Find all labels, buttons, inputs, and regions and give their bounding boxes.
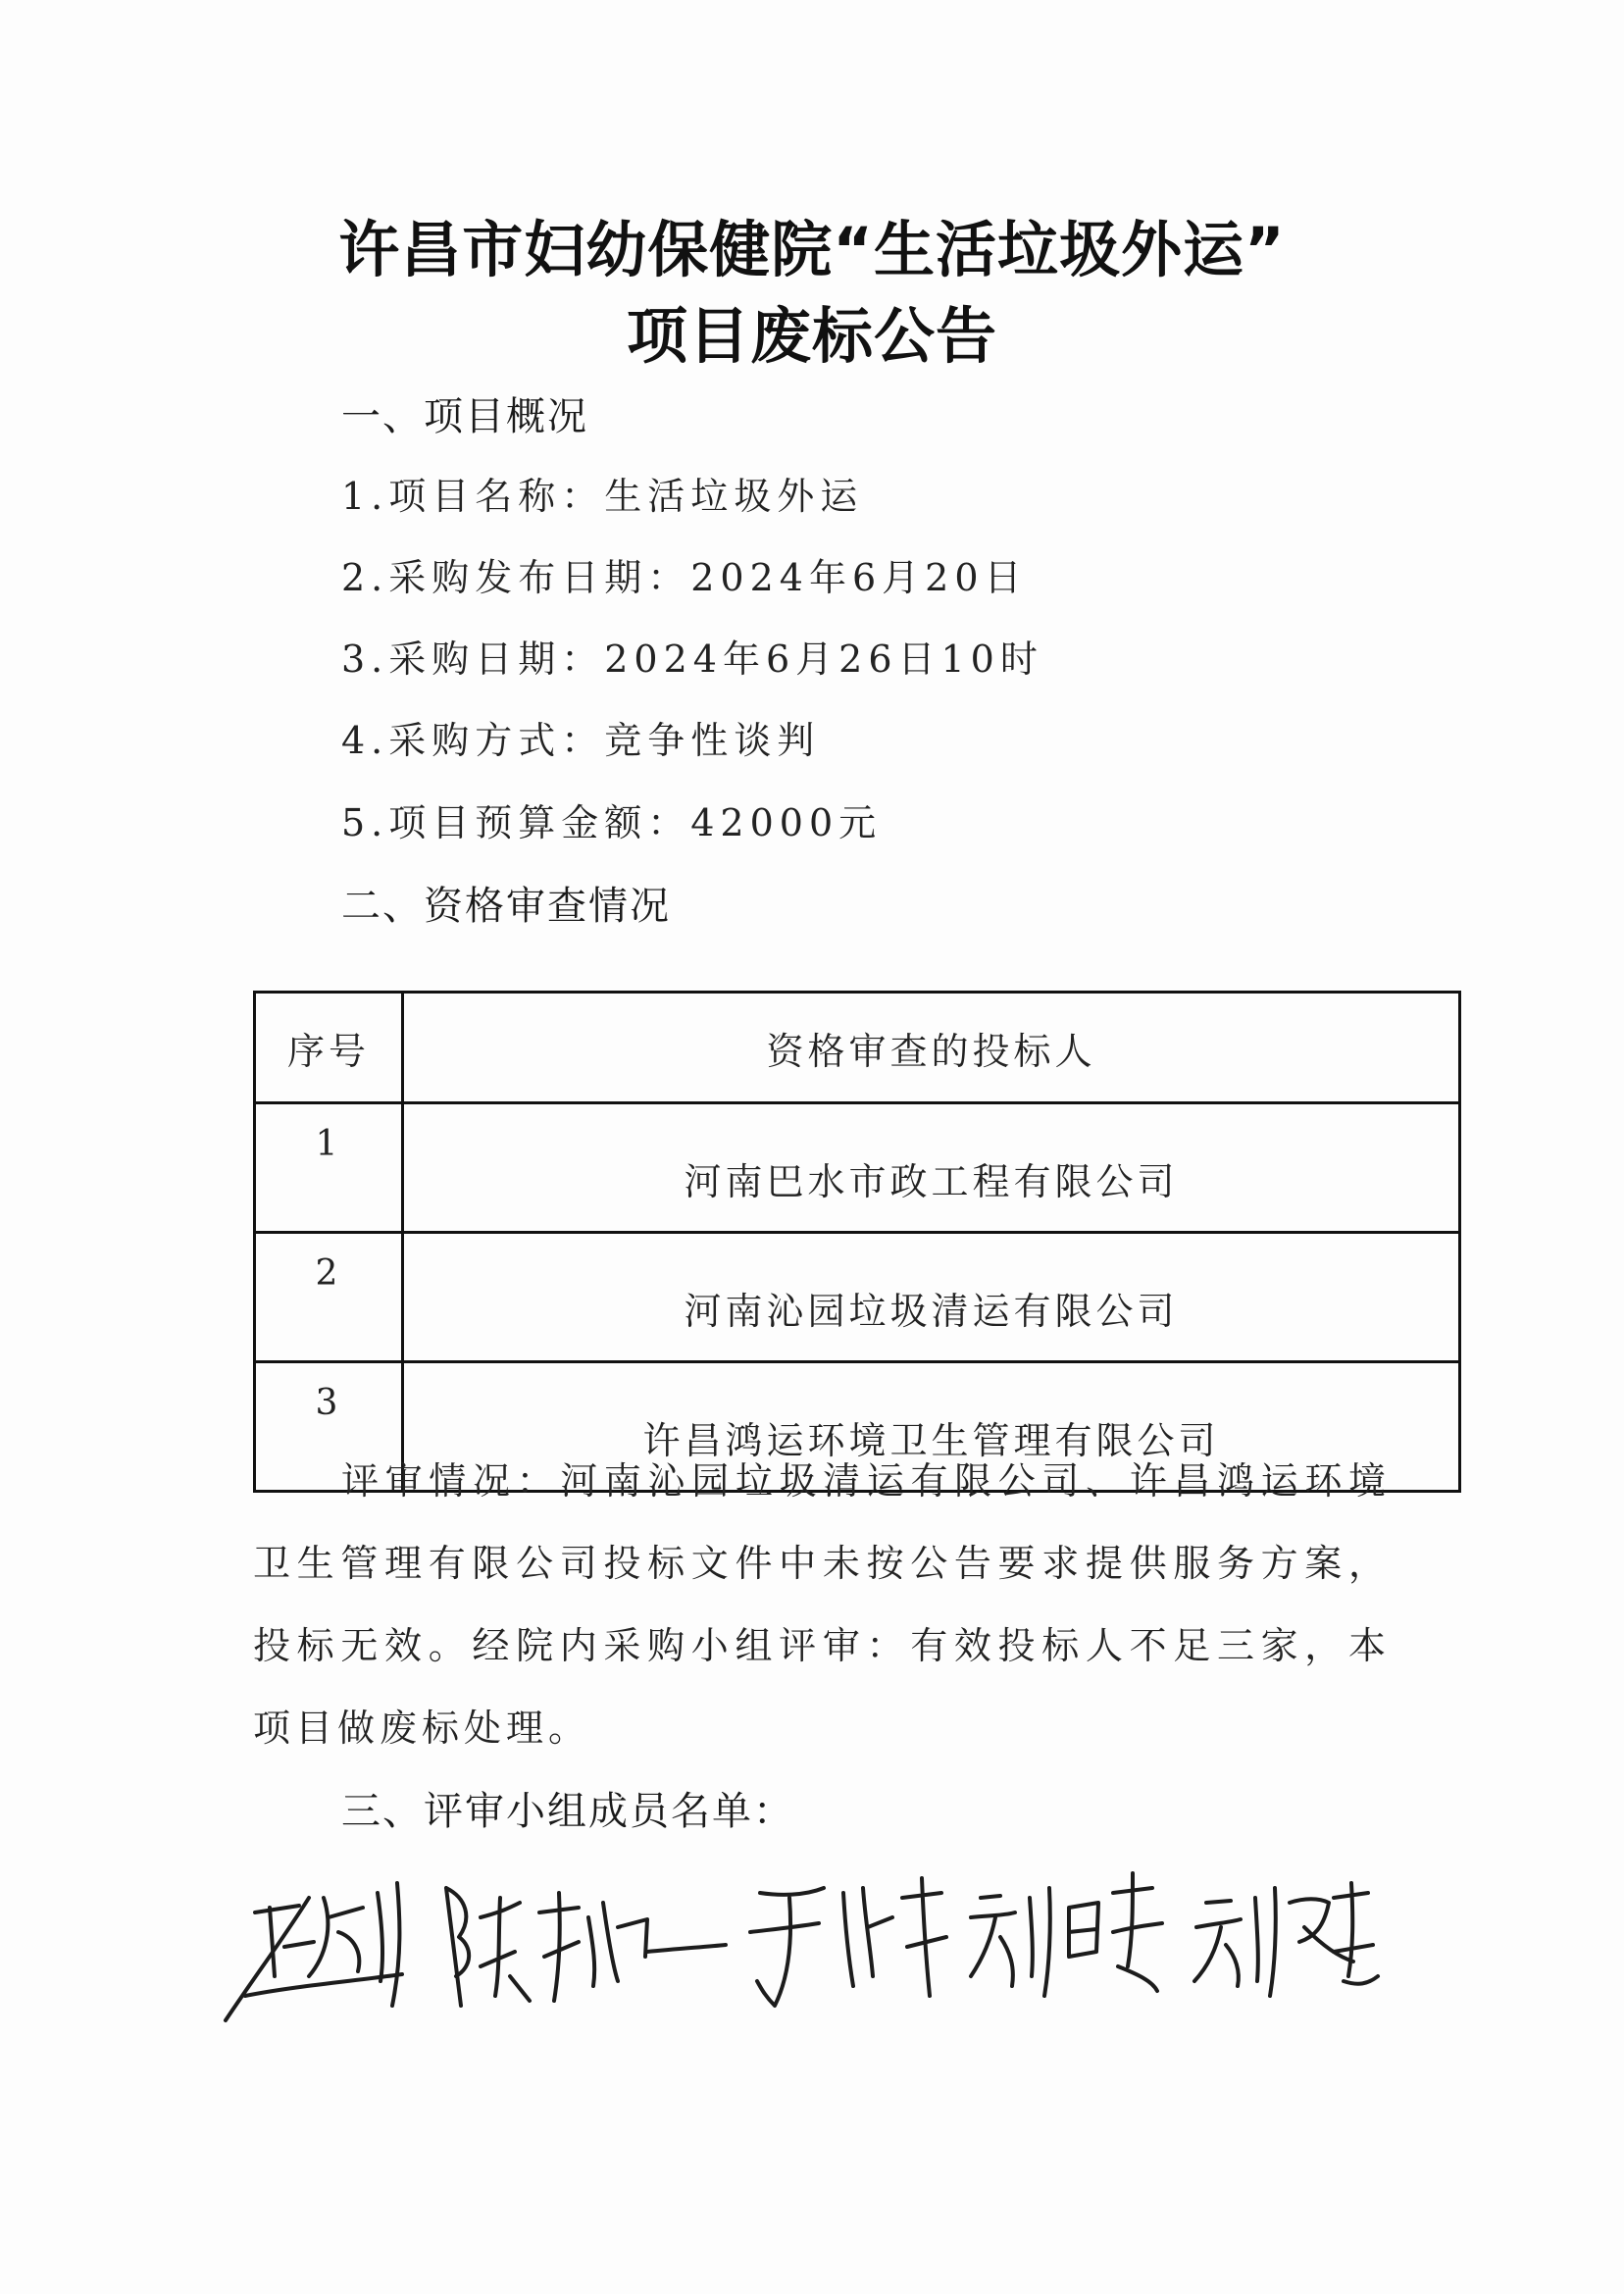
section-heading-overview: 一、项目概况 <box>341 394 588 439</box>
table-row <box>255 1103 1460 1233</box>
item-project-name: 1.项目名称：生活垃圾外运 <box>341 475 864 518</box>
item-publish-date: 2.采购发布日期：2024年6月20日 <box>341 556 1028 599</box>
item-procurement-date: 3.采购日期：2024年6月26日10时 <box>341 637 1043 681</box>
signature-5 <box>1194 1883 1378 1996</box>
item-procurement-method: 4.采购方式：竞争性谈判 <box>341 719 821 762</box>
signature-4 <box>971 1873 1162 1996</box>
bidder-name: 河南沁园垃圾清运有限公司 <box>403 1233 1460 1362</box>
item-budget: 5.项目预算金额：42000元 <box>341 801 883 844</box>
table-header-row <box>255 993 1460 1103</box>
signature-2 <box>446 1888 726 2006</box>
row-number: 3 <box>255 1362 403 1492</box>
document-title-line2: 项目废标公告 <box>626 300 997 372</box>
signatures-area <box>216 1859 1422 2055</box>
section-heading-qualification: 二、资格审查情况 <box>341 884 671 929</box>
qualification-table <box>253 991 1461 1493</box>
header-serial-number: 序号 <box>255 993 403 1103</box>
header-bidder: 资格审查的投标人 <box>403 993 1460 1103</box>
table-row <box>255 1233 1460 1362</box>
signature-1 <box>226 1883 402 2020</box>
review-paragraph: 评审情况：河南沁园垃圾清运有限公司、许昌鸿运环境卫生管理有限公司投标文件中未按公告要求提供服务方案，投标无效。经院内采购小组评审：有效投标人不足三家，本项目做废标处理。 <box>253 1459 1391 1750</box>
document-title-line1: 许昌市妇幼保健院“生活垃圾外运” <box>338 214 1286 285</box>
row-number: 1 <box>255 1103 403 1233</box>
row-number: 2 <box>255 1233 403 1362</box>
bidder-name: 许昌鸿运环境卫生管理有限公司 <box>403 1362 1460 1492</box>
signature-3 <box>750 1878 946 2006</box>
section-heading-review-panel: 三、评审小组成员名单： <box>341 1789 794 1834</box>
bidder-name: 河南巴水市政工程有限公司 <box>403 1103 1460 1233</box>
